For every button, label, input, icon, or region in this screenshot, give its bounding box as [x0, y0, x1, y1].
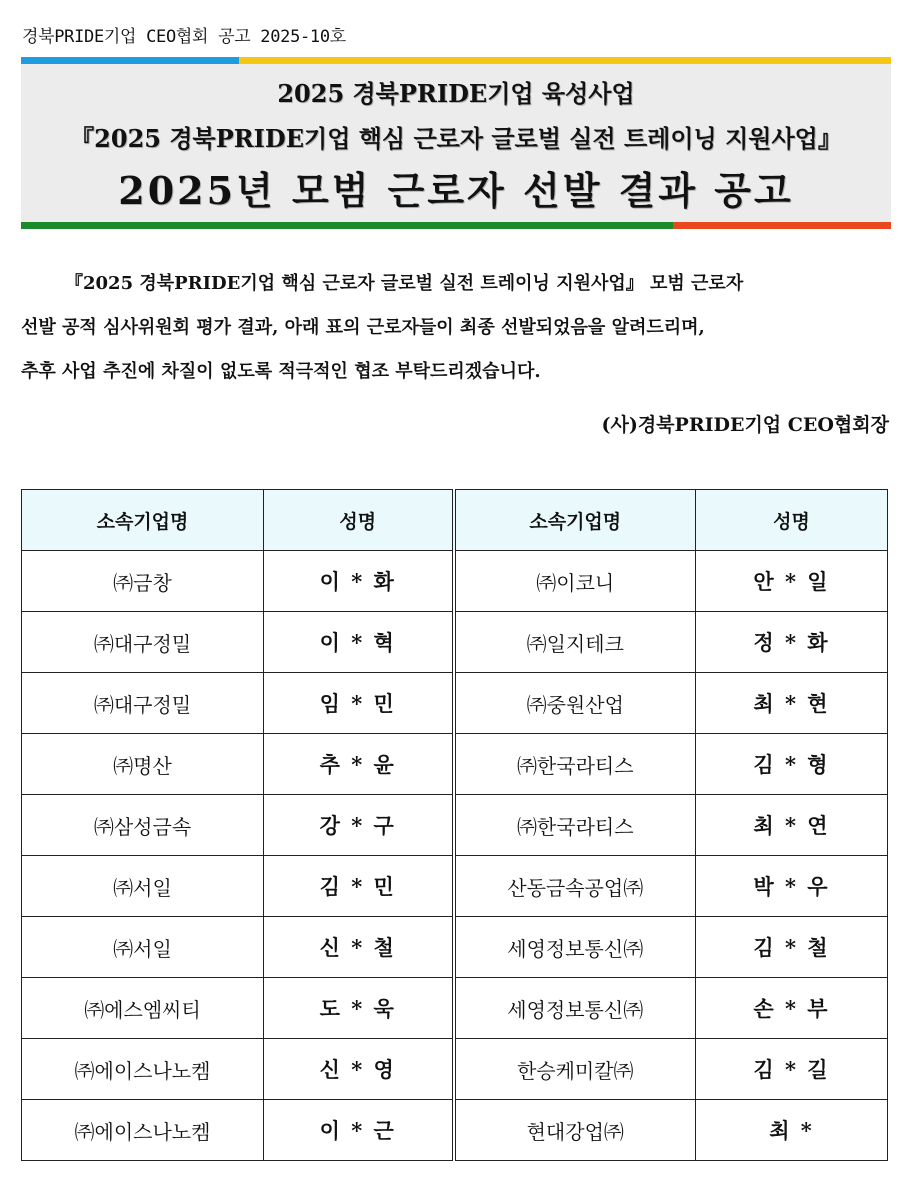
- table-row: [22, 673, 888, 734]
- worker-name-cell: 이 * 화: [264, 551, 454, 612]
- table-header-row: [22, 490, 888, 551]
- table-row: [22, 1100, 888, 1161]
- body-line-1: 『2025 경북PRIDE기업 핵심 근로자 글로벌 실전 트레이닝 지원사업』 모범 근로자: [65, 273, 744, 294]
- header-company-right: 소속기업명: [454, 490, 696, 551]
- top-bar-blue-segment: [21, 57, 239, 64]
- worker-name-cell: 이 * 혁: [264, 612, 454, 673]
- table-row: [22, 734, 888, 795]
- company-cell: ㈜대구정밀: [22, 612, 264, 673]
- worker-name-cell: 김 * 철: [696, 917, 888, 978]
- header-project-title: 『2025 경북PRIDE기업 핵심 근로자 글로벌 실전 트레이닝 지원사업』: [70, 124, 842, 153]
- worker-name-cell: 김 * 민: [264, 856, 454, 917]
- company-cell: 세영정보통신㈜: [454, 978, 696, 1039]
- title-header: [21, 64, 891, 222]
- company-cell: ㈜한국라티스: [454, 734, 696, 795]
- company-cell: ㈜에이스나노켐: [22, 1039, 264, 1100]
- company-cell: ㈜명산: [22, 734, 264, 795]
- company-cell: ㈜금창: [22, 551, 264, 612]
- table-row: [22, 917, 888, 978]
- table-row: [22, 795, 888, 856]
- company-cell: ㈜서일: [22, 917, 264, 978]
- company-cell: ㈜에스엠씨티: [22, 978, 264, 1039]
- table-row: [22, 612, 888, 673]
- company-cell: ㈜서일: [22, 856, 264, 917]
- header-program-title: 2025 경북PRIDE기업 육성사업: [277, 79, 635, 108]
- body-line-2: 선발 공적 심사위원회 평가 결과, 아래 표의 근로자들이 최종 선발되었음을 알려드리며,: [21, 317, 705, 338]
- worker-name-cell: 신 * 영: [264, 1039, 454, 1100]
- table-row: [22, 1039, 888, 1100]
- header-company-left: 소속기업명: [22, 490, 264, 551]
- table-row: [22, 978, 888, 1039]
- body-line-3: 추후 사업 추진에 차질이 없도록 적극적인 협조 부탁드리겠습니다.: [21, 361, 541, 382]
- company-cell: ㈜중원산업: [454, 673, 696, 734]
- worker-name-cell: 손 * 부: [696, 978, 888, 1039]
- worker-name-cell: 강 * 구: [264, 795, 454, 856]
- table-row: [22, 551, 888, 612]
- worker-name-cell: 추 * 윤: [264, 734, 454, 795]
- company-cell: 산동금속공업㈜: [454, 856, 696, 917]
- company-cell: 한승케미칼㈜: [454, 1039, 696, 1100]
- company-cell: ㈜한국라티스: [454, 795, 696, 856]
- worker-name-cell: 박 * 우: [696, 856, 888, 917]
- worker-name-cell: 김 * 길: [696, 1039, 888, 1100]
- company-cell: ㈜이코니: [454, 551, 696, 612]
- bottom-color-bar: [21, 222, 891, 229]
- header-name-left: 성명: [264, 490, 454, 551]
- announcement-body: [21, 262, 889, 394]
- document-number: 경북PRIDE기업 CEO협회 공고 2025-10호: [22, 27, 346, 47]
- top-bar-yellow-segment: [239, 57, 891, 64]
- worker-name-cell: 최 * 현: [696, 673, 888, 734]
- bottom-bar-red-segment: [673, 222, 891, 229]
- worker-name-cell: 김 * 형: [696, 734, 888, 795]
- worker-name-cell: 임 * 민: [264, 673, 454, 734]
- bottom-bar-green-segment: [21, 222, 673, 229]
- company-cell: ㈜에이스나노켐: [22, 1100, 264, 1161]
- results-table: [21, 489, 888, 1161]
- company-cell: ㈜일지테크: [454, 612, 696, 673]
- worker-name-cell: 안 * 일: [696, 551, 888, 612]
- company-cell: 세영정보통신㈜: [454, 917, 696, 978]
- signature: (사)경북PRIDE기업 CEO협회장: [601, 414, 889, 436]
- worker-name-cell: 최 * 연: [696, 795, 888, 856]
- worker-name-cell: 정 * 화: [696, 612, 888, 673]
- worker-name-cell: 최 *: [696, 1100, 888, 1161]
- page-title: 2025년 모범 근로자 선발 결과 공고: [118, 168, 794, 213]
- worker-name-cell: 신 * 철: [264, 917, 454, 978]
- worker-name-cell: 이 * 근: [264, 1100, 454, 1161]
- header-name-right: 성명: [696, 490, 888, 551]
- company-cell: ㈜삼성금속: [22, 795, 264, 856]
- table-row: [22, 856, 888, 917]
- top-color-bar: [21, 57, 891, 64]
- worker-name-cell: 도 * 욱: [264, 978, 454, 1039]
- company-cell: 현대강업㈜: [454, 1100, 696, 1161]
- company-cell: ㈜대구정밀: [22, 673, 264, 734]
